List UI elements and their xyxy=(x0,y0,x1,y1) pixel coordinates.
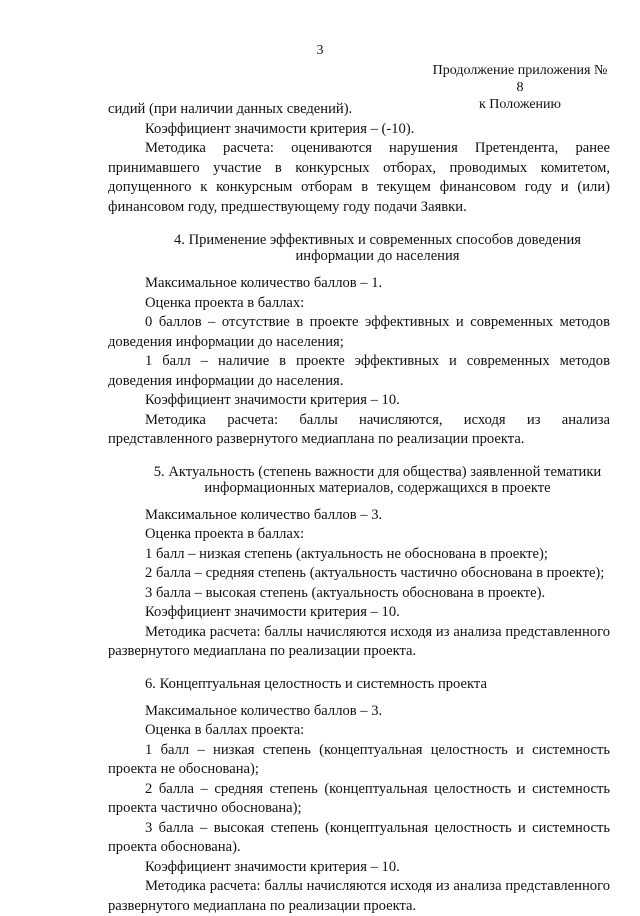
paragraph-coefficient: Коэффициент значимости критерия – (-10). xyxy=(145,120,415,137)
section-6-score-1: 1 балл – низкая степень (концептуальная целостность и системность проекта не обоснована); xyxy=(108,741,610,777)
section-6-eval: Оценка в баллах проекта: xyxy=(145,722,305,738)
section-5-score-3: 3 балла – высокая степень (актуальность обоснована в проекте). xyxy=(145,584,546,601)
section-5-eval: Оценка проекта в баллах: xyxy=(145,526,305,542)
section-6-score-2: 2 балла – средняя степень (концептуальная целостность и системность проекта частично обоснована); xyxy=(108,780,610,816)
section-5-max: Максимальное количество баллов – 3. xyxy=(145,506,383,523)
annex-line-1: Продолжение приложения № 8 xyxy=(432,63,608,95)
section-6-score-3: 3 балла – высокая степень (концептуальная целостность и системность проекта обоснована). xyxy=(108,819,610,855)
section-6-method: Методика расчета: баллы начисляются исходя из анализа представленного развернутого медиаплана по реализации проекта. xyxy=(108,878,610,914)
section-4-score-0: 0 баллов – отсутствие в проекте эффективных и современных методов доведения информации до населения; xyxy=(108,314,610,350)
section-6-title: 6. Концептуальная целостность и системность проекта xyxy=(145,675,487,692)
page-number: 3 xyxy=(316,43,324,58)
section-4-score-1: 1 балл – наличие в проекте эффективных и современных методов доведения информации до населения. xyxy=(108,353,610,389)
section-6-coefficient: Коэффициент значимости критерия – 10. xyxy=(145,858,400,875)
section-4-method: Методика расчета: баллы начисляются, исходя из анализа представленного развернутого медиаплана по реализации проекта. xyxy=(108,411,610,447)
section-5-title: 5. Актуальность (степень важности для общества) заявленной тематики информационных материалов, содержащихся в проекте xyxy=(153,463,602,496)
section-6-max: Максимальное количество баллов – 3. xyxy=(145,702,383,719)
annex-line-2: к Положению xyxy=(478,97,561,112)
section-4-max: Максимальное количество баллов – 1. xyxy=(145,275,383,291)
section-5-coefficient: Коэффициент значимости критерия – 10. xyxy=(145,604,400,620)
section-5-score-2: 2 балла – средняя степень (актуальность частично обоснована в проекте); xyxy=(145,565,605,581)
section-5-method: Методика расчета: баллы начисляются исходя из анализа представленного развернутого медиаплана по реализации проекта. xyxy=(108,623,610,659)
section-4-title: 4. Применение эффективных и современных способов доведения информации до населения xyxy=(173,232,581,264)
paragraph-continuation: сидий (при наличии данных сведений). xyxy=(108,101,353,117)
document-body xyxy=(108,100,610,916)
section-4-eval: Оценка проекта в баллах: xyxy=(145,294,305,311)
section-5-score-1: 1 балл – низкая степень (актуальность не обоснована в проекте); xyxy=(145,545,548,562)
paragraph-method: Методика расчета: оцениваются нарушения Претендента, ранее принимавшего участие в конкурсных отборах, проводимых комитетом, допущенного к конкурсным отборам в текущем финансовом году и (или) финансовом году, предшествующему году подачи Заявки. xyxy=(108,140,610,215)
section-4-coefficient: Коэффициент значимости критерия – 10. xyxy=(145,392,400,408)
